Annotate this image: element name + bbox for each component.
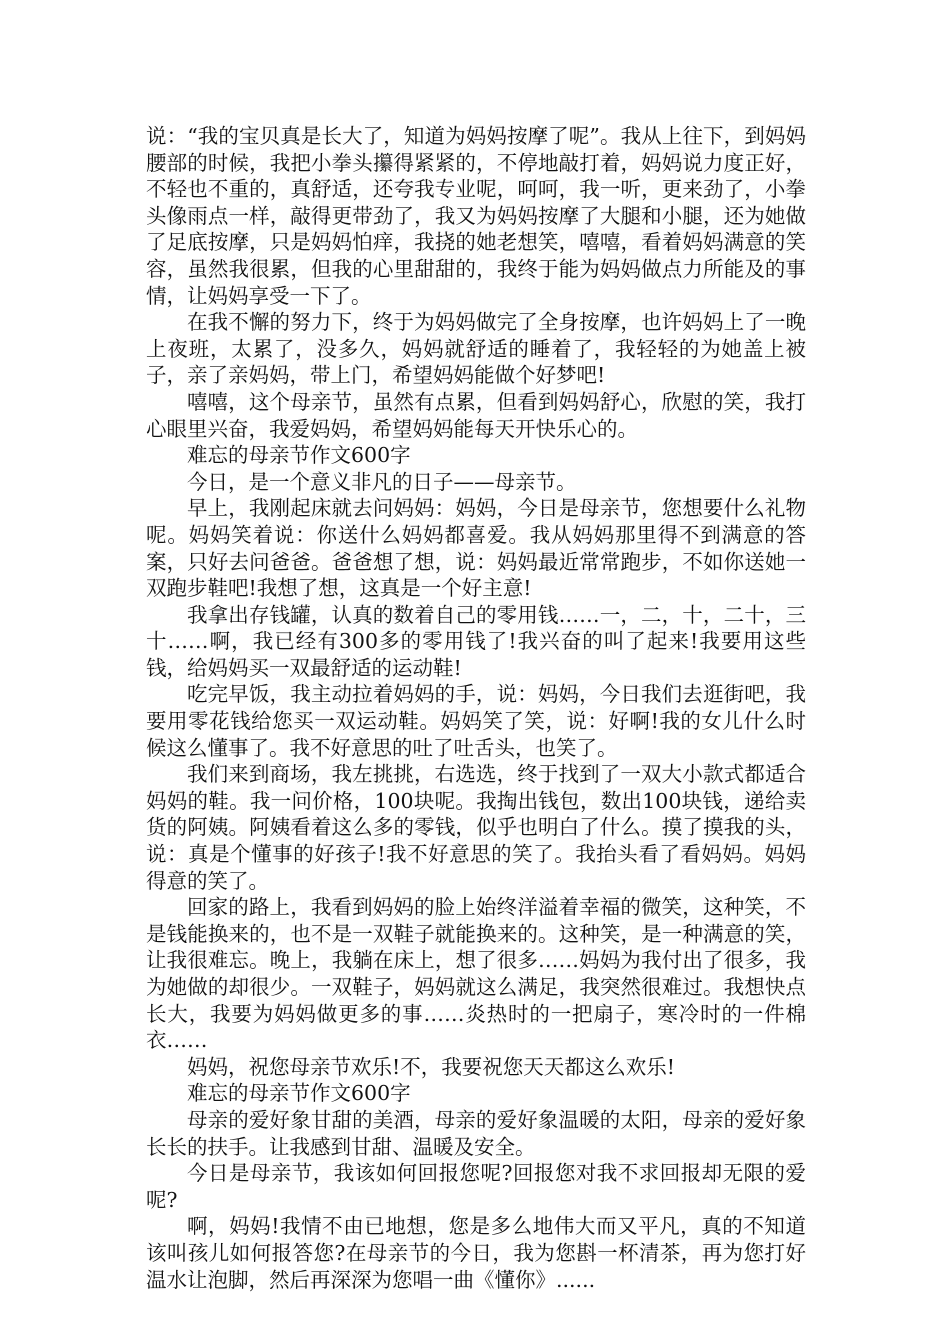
paragraph-6: 我拿出存钱罐，认真的数着自己的零用钱……一，二，十，二十，三十……啊，我已经有300多的零用钱了!我兴奋的叫了起来!我要用这些钱，给妈妈买一双最舒适的运动鞋! xyxy=(146,602,806,680)
paragraph-8: 我们来到商场，我左挑挑，右选选，终于找到了一双大小款式都适合妈妈的鞋。我一问价格，100块呢。我掏出钱包，数出100块钱，递给卖货的阿姨。阿姨看着这么多的零钱，似乎也明白了什么。摸了摸我的头，说：真是个懂事的好孩子!我不好意思的笑了。我抬头看了看妈妈。妈妈得意的笑了。 xyxy=(146,762,806,893)
paragraph-1: 说：“我的宝贝真是长大了，知道为妈妈按摩了呢”。我从上往下，到妈妈腰部的时候，我把小拳头攥得紧紧的，不停地敲打着，妈妈说力度正好，不轻也不重的，真舒适，还夸我专业呢，呵呵，我一听，更来劲了，小拳头像雨点一样，敲得更带劲了，我又为妈妈按摩了大腿和小腿，还为她做了足底按摩，只是妈妈怕痒，我挠的她老想笑，嘻嘻，看着妈妈满意的笑容，虽然我很累，但我的心里甜甜的，我终于能为妈妈做点力所能及的事情，让妈妈享受一下了。 xyxy=(146,124,806,308)
section-title-1: 难忘的母亲节作文600字 xyxy=(187,443,411,468)
section-title-2: 难忘的母亲节作文600字 xyxy=(187,1081,411,1106)
paragraph-4: 今日，是一个意义非凡的日子——母亲节。 xyxy=(187,469,577,494)
paragraph-7: 吃完早饭，我主动拉着妈妈的手，说：妈妈，今日我们去逛街吧，我要用零花钱给您买一双运动鞋。妈妈笑了笑，说：好啊!我的女儿什么时候这么懂事了。我不好意思的吐了吐舌头，也笑了。 xyxy=(146,682,806,760)
paragraph-2: 在我不懈的努力下，终于为妈妈做完了全身按摩，也许妈妈上了一晚上夜班，太累了，没多久，妈妈就舒适的睡着了，我轻轻的为她盖上被子，亲了亲妈妈，带上门，希望妈妈能做个好梦吧! xyxy=(146,310,806,388)
paragraph-13: 啊，妈妈!我情不由已地想，您是多么地伟大而又平凡，真的不知道该叫孩儿如何报答您?在母亲节的今日，我为您斟一杯清茶，再为您打好温水让泡脚，然后再深深为您唱一曲《懂你》...... xyxy=(146,1214,806,1292)
paragraph-10: 妈妈，祝您母亲节欢乐!不，我要祝您天天都这么欢乐! xyxy=(187,1054,675,1079)
document-page xyxy=(146,123,806,1293)
paragraph-9: 回家的路上，我看到妈妈的脸上始终洋溢着幸福的微笑，这种笑，不是钱能换来的，也不是一双鞋子就能换来的。这种笑，是一种满意的笑，让我很难忘。晚上，我躺在床上，想了很多……妈妈为我付出了很多，我为她做的却很少。一双鞋子，妈妈就这么满足，我突然很难过。我想快点长大，我要为妈妈做更多的事……炎热时的一把扇子，寒冷时的一件棉衣…… xyxy=(146,895,806,1053)
paragraph-12: 今日是母亲节，我该如何回报您呢?回报您对我不求回报却无限的爱呢? xyxy=(146,1161,806,1212)
paragraph-5: 早上，我刚起床就去问妈妈：妈妈，今日是母亲节，您想要什么礼物呢。妈妈笑着说：你送什么妈妈都喜爱。我从妈妈那里得不到满意的答案，只好去问爸爸。爸爸想了想，说：妈妈最近常常跑步，不如你送她一双跑步鞋吧!我想了想，这真是一个好主意! xyxy=(146,496,806,601)
paragraph-3: 嘻嘻，这个母亲节，虽然有点累，但看到妈妈舒心，欣慰的笑，我打心眼里兴奋，我爱妈妈，希望妈妈能每天开快乐心的。 xyxy=(146,389,806,441)
paragraph-11: 母亲的爱好象甘甜的美酒，母亲的爱好象温暖的太阳，母亲的爱好象长长的扶手。让我感到甘甜、温暖及安全。 xyxy=(146,1107,806,1159)
